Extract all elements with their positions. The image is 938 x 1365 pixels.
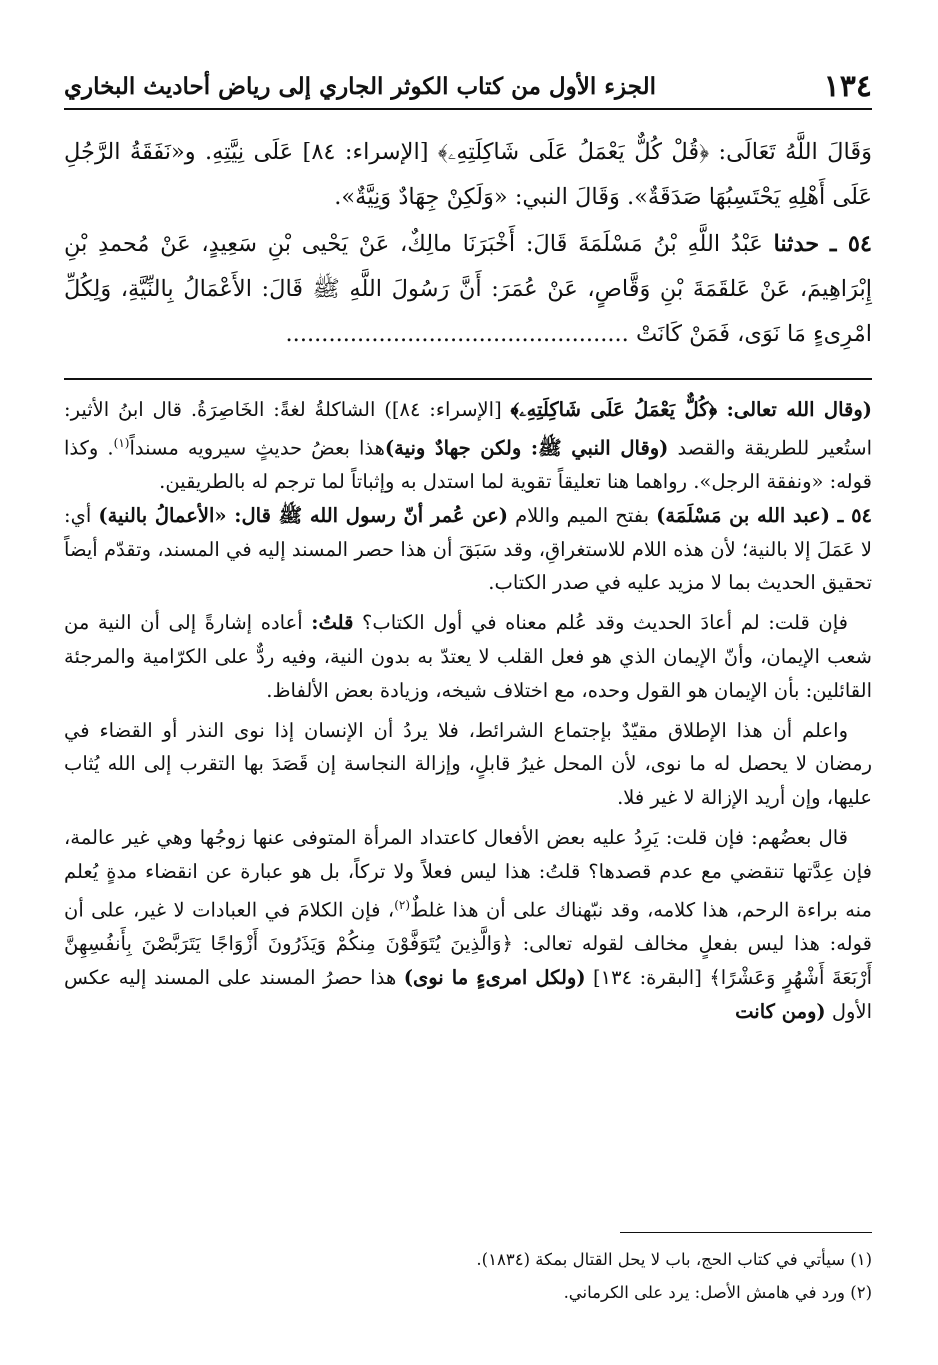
continuation-dots: ................................................ [285, 321, 629, 347]
commentary-lead: (ومن كانت [735, 999, 826, 1023]
footnote-ref[interactable]: (١) [113, 435, 130, 450]
commentary-paragraph-1: (وقال الله تعالى: ﴿كُلٌّ يَعْمَلُ عَلَى شَاكِلَتِهِۦ﴾ [الإسراء: ٨٤]) الشاكلةُ لغةً: الخَاصِرَةُ. قال ابنُ الأثير: استُعير للطريقة والقصد (وقال النبي ﷺ: ولكن جهادٌ ونية)هذا بعضُ حديثٍ سيرويه مسنداً$^{(١)}$. وكذا قوله: «ونفقة الرجل». رواهما هنا تعليقاً تقوية لما استدل به وإثباتاً لما ترجم له بالطريقين. [64, 398, 873, 494]
footnotes-block [64, 1243, 872, 1309]
commentary-lead: ٥٤ ـ (عبد الله بن مَسْلَمَة) [656, 503, 873, 527]
commentary-paragraph-2: ٥٤ ـ (عبد الله بن مَسْلَمَة) بفتح الميم واللام (عن عُمر أنّ رسول الله ﷺ قال: «الأعمالُ بالنية) أي: لا عَمَلَ إلا بالنية؛ لأن هذه اللام للاستغراقِ، وقد سَبَقَ أن هذا حصر المسند إليه في المسند، وتقدّم أيضاً تحقيق الحديث بما لا مزيد عليه في صدر الكتاب. [64, 503, 873, 595]
narration-lead: حدثنا [773, 231, 820, 257]
commentary-paragraph-3: فإن قلت: لم أعادَ الحديث وقد عُلم معناه في أول الكتاب؟ قلتُ: أعاده إشارةً إلى أن النية من شعب الإيمان، وأنّ الإيمان الذي هو فعل القلب لا يعتدّ به بدون النية، وفيه ردٌّ على الكرّامية والمرجئة القائلين: بأن الإيمان هو القول وحده، مع اختلاف شيخه، وزيادة بعض الألفاظ. [64, 611, 872, 702]
page-header [64, 64, 872, 110]
footnote-ref[interactable]: (٢) [394, 897, 411, 912]
commentary-lead: قلتُ: [311, 611, 354, 635]
commentary-block [64, 393, 872, 1028]
hadith-isnad-text: عَبْدُ اللَّهِ بْنُ مَسْلَمَةَ قَالَ: أَخْبَرَنَا مالِكٌ، عَنْ يَحْيى بْنِ سَعِيدٍ، عَنْ مُحمدِ بْنِ إِبْرَاهِيمَ، عَنْ عَلقَمَةَ بْنِ وَقَّاصٍ، عَنْ عُمَرَ: أَنَّ رَسُولَ اللَّهِ ﷺ قَالَ: الأَعْمَالُ بِالنِّيَّةِ، وَلِكُلِّ امْرِىءٍ مَا نَوَى، فَمَنْ كَانَتْ [64, 231, 872, 347]
matn-paragraph-2 [64, 222, 872, 357]
commentary-lead: (وقال النبي ﷺ: ولكن جهادٌ ونية) [384, 436, 669, 460]
commentary-paragraph-5: قال بعضُهم: فإن قلت: يَرِدُ عليه بعض الأفعال كاعتداد المرأة المتوفى عنها زوجُها وهي غير عالمة، فإن عِدَّتها تنقضي مع عدم قصدها؟ قلتُ: هذا ليس فعلاً ولا تركاً، بل هو عبارة عن انقضاء مدةٍ يُعلم منه براءة الرحم، هذا كلامه، وقد نبّهناك على أن هذا غلطٌ$^{(٢)}$، فإن الكلامَ في العبادات لا غير، على أن قوله: هذا ليس بفعلٍ مخالف لقوله تعالى: ﴿وَالَّذِينَ يُتَوَفَّوْنَ مِنكُمْ وَيَذَرُونَ أَزْوَاجًا يَتَرَبَّصْنَ بِأَنفُسِهِنَّ أَرْبَعَةَ أَشْهُرٍ وَعَشْرًا﴾ [البقرة: ١٣٤] (ولكل امرىءٍ ما نوى) هذا حصرُ المسند على المسند إليه عكس الأول (ومن كانت [64, 826, 873, 1023]
commentary-paragraph-4: واعلم أن هذا الإطلاق مقيّدٌ بإجتماع الشرائط، فلا يردُ أن الإنسان إذا نوى النذر أو القضاء في رمضان لا يحصل له ما نوى، لأن المحل غيرُ قابلٍ، وإزالة النجاسة إن قَصَدَ بها التقرب إلى الله يُثاب عليها، وإن أريد الإزالة لا غير فلا. [64, 718, 872, 810]
commentary-lead: (وقال الله تعالى: ﴿كُلٌّ يَعْمَلُ عَلَى شَاكِلَتِهِۦ﴾ [510, 398, 872, 421]
commentary-lead: (ولكل امرىءٍ ما نوى) [403, 965, 586, 989]
section-divider [64, 378, 872, 380]
hadith-text-block [64, 130, 872, 357]
footnote-1: (١) سيأتي في كتاب الحج، باب لا يحل القتال بمكة (١٨٣٤). [476, 1250, 872, 1269]
matn-paragraph-1: وَقَالَ اللَّهُ تَعَالَى: ﴿قُلْ كُلٌّ يَعْمَلُ عَلَى شَاكِلَتِهِۦ﴾ [الإسراء: ٨٤] عَلَى نِيَّتِهِ. و«نَفَقَةُ الرَّجُلِ عَلَى أَهْلِهِ يَحْتَسِبُهَا صَدَقَةٌ». وَقَالَ النبي: «وَلَكِنْ جِهَادٌ وَنِيَّةٌ». [64, 139, 872, 210]
footnote-divider [620, 1232, 872, 1233]
running-title: الجزء الأول من كتاب الكوثر الجاري إلى رياض أحاديث البخاري [64, 72, 656, 100]
hadith-number: ٥٤ ـ [829, 231, 873, 257]
footnote-2: (٢) ورد في هامش الأصل: يرد على الكرماني. [563, 1283, 872, 1302]
page-number: ١٣٤ [823, 68, 872, 104]
commentary-lead: (عن عُمر أنّ رسول الله ﷺ قال: «الأعمالُ بالنية) [98, 503, 508, 527]
